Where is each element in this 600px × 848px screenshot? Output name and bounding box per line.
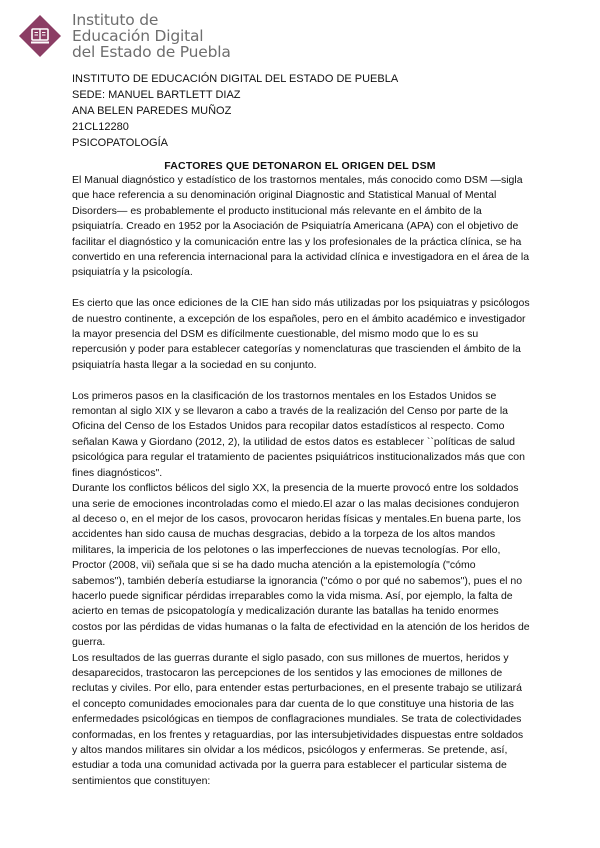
- paragraph-4: Durante los conflictos bélicos del siglo XX, la presencia de la muerte provocó entre los soldados una serie de emociones incontroladas como el miedo.El azar o las malas decisiones condujeron al deceso o, en el mejor de los casos, provocaron heridas físicas y mentales.En buena parte, los accidentes han sido causa de muchas desgracias, debido a la torpeza de los altos mandos militares, la impericia de los pelotones o las imperfecciones de nuevas tecnologías. Por ello, Proctor (2008, vii) señala que si se ha dado mucha atención a la epistemología ("cómo sabemos"), también debería estudiarse la ignorancia ("cómo o por qué no sabemos"), pues el no hacerlo puede significar pérdidas irreparables como la vida misma. Así, por ejemplo, la falta de acierto en temas de psicopatología y medicalización durante las batallas ha tenido enormes costos por las pérdidas de vidas humanas o la falta de efectividad en la atención de los heridos de guerra.: [72, 482, 530, 649]
- document-body: [72, 173, 530, 789]
- subject-name: PSICOPATOLOGÍA: [72, 137, 168, 149]
- paragraph-3: Los primeros pasos en la clasificación de los trastornos mentales en los Estados Unidos se remontan al siglo XIX y se llevaron a cabo a través de la realización del Censo por parte de la Oficina del Censo de los Estados Unidos para recopilar datos estadísticos al respecto. Como señalan Kawa y Giordano (2012, 2), la utilidad de estos datos es establecer ``políticas de salud psicológica para regular el tratamiento de pacientes psiquiátricos institucionalizados más que con fines diagnósticos".: [72, 389, 525, 479]
- institution-logo: [18, 12, 231, 60]
- paragraph-2: Es cierto que las once ediciones de la CIE han sido más utilizadas por los psiquiatras y psicólogos de nuestro continente, a excepción de los españoles, pero en el ámbito académico e investigador la mayor presencia del DSM es difícilmente cuestionable, del mismo modo que lo es su repercusión y poder para establecer categorías y nomenclaturas que trascienden el ámbito de la psiquiatría hasta llegar a la sociedad en su conjunto.: [72, 297, 530, 371]
- logo-line-3: del Estado de Puebla: [72, 43, 231, 61]
- document-header: [72, 71, 398, 151]
- student-code: 21CL12280: [72, 121, 129, 133]
- logo-wordmark: [72, 12, 231, 60]
- student-name: ANA BELEN PAREDES MUÑOZ: [72, 105, 232, 117]
- institution-name: INSTITUTO DE EDUCACIÓN DIGITAL DEL ESTADO DE PUEBLA: [72, 73, 399, 85]
- campus-name: SEDE: MANUEL BARTLETT DIAZ: [72, 89, 241, 101]
- logo-line-1: Instituto de: [72, 11, 159, 29]
- document-title: FACTORES QUE DETONARON EL ORIGEN DEL DSM: [164, 160, 436, 172]
- book-icon: [18, 14, 62, 58]
- logo-line-2: Educación Digital: [72, 27, 204, 45]
- paragraph-5: Los resultados de las guerras durante el siglo pasado, con sus millones de muertos, heridos y desaparecidos, trastocaron las percepciones de los sentidos y las emociones de millones de reclutas y civiles. Por ello, para entender estas perturbaciones, en el presente trabajo se utilizará el concepto comunidades emocionales para dar cuenta de lo que constituye una historia de las enfermedades psicológicas en tiempos de conflagraciones mundiales. Se trata de colectividades conformadas, en los frentes y retaguardias, por las intersubjetividades dispuestas entre soldados y altos mandos militares sin olvidar a los médicos, psicólogos y enfermeras. Se pretende, así, estudiar a toda una comunidad activada por la guerra para establecer el particular sistema de sentimientos que constituyen:: [72, 651, 524, 787]
- paragraph-1: El Manual diagnóstico y estadístico de los trastornos mentales, más conocido como DSM —sigla que hace referencia a su denominación original Diagnostic and Statistical Manual of Mental Disorders— es probablemente el producto institucional más relevante en el ámbito de la psiquiatría. Creado en 1952 por la Asociación de Psiquiatría Americana (APA) con el objetivo de facilitar el diagnóstico y la comunicación entre las y los profesionales de la práctica clínica, se ha convertido en una referencia internacional para la actividad clínica e investigadora en el área de la psiquiatría y la psicología.: [72, 174, 530, 279]
